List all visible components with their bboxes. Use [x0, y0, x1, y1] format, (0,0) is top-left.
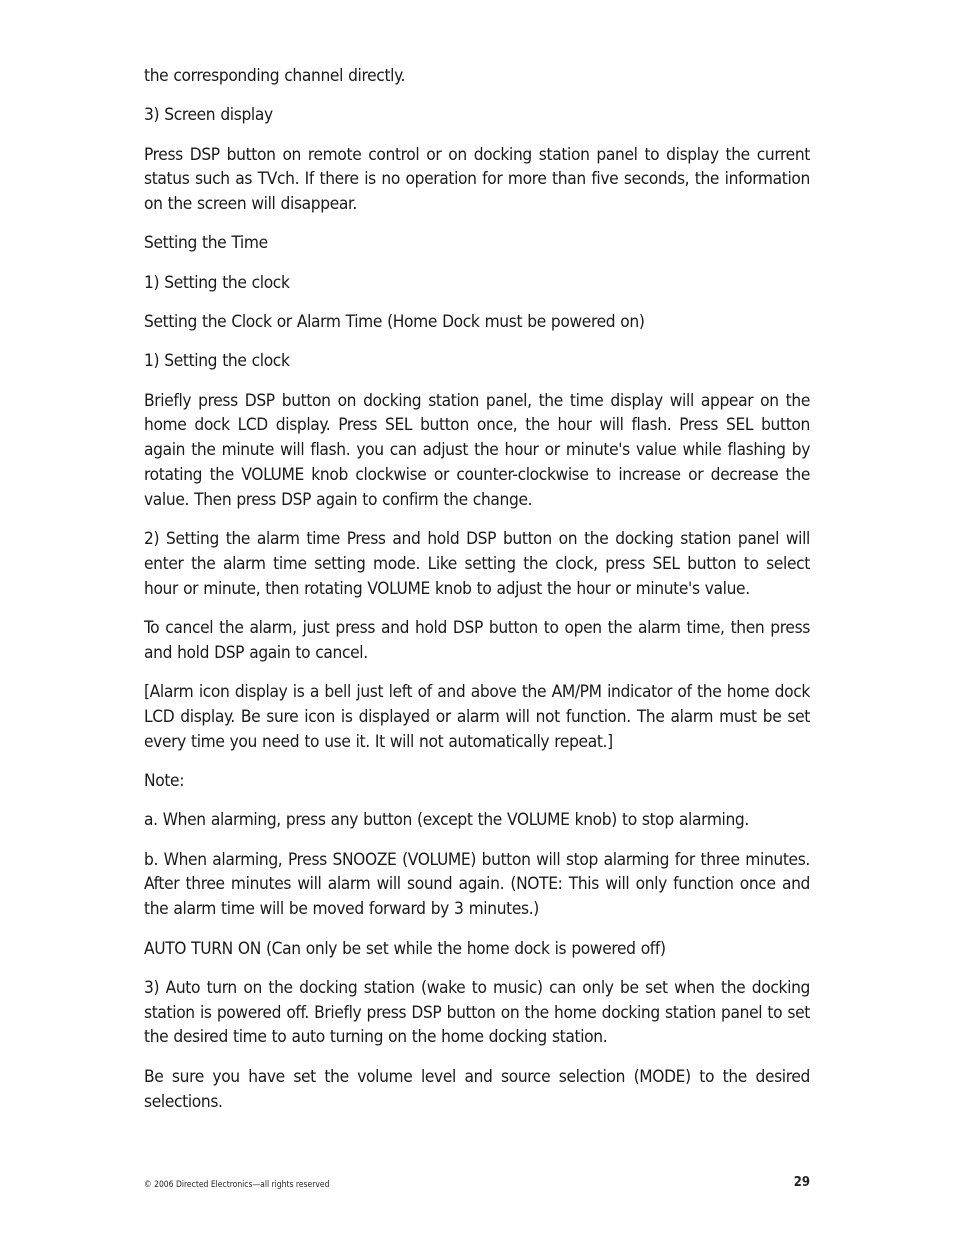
paragraph-alarm-icon-note: [Alarm icon display is a bell just left of and above the AM/PM indicator of the home dock LCD display. Be sure icon is displayed or alarm will not function. The alarm must be set every time you need to use it. It will not automatically repeat.]: [144, 682, 810, 752]
heading-setting-the-clock-2: 1) Setting the clock: [144, 351, 290, 372]
heading-auto-turn-on: AUTO TURN ON (Can only be set while the home dock is powered off): [144, 938, 666, 959]
heading-screen-display: 3) Screen display: [144, 105, 273, 126]
paragraph-dsp-display: Press DSP button on remote control or on docking station panel to display the current status such as TVch. If there is no operation for more than five seconds, the information on the screen will disappear.: [144, 144, 810, 215]
footer-copyright: © 2006 Directed Electronics—all rights reserved: [144, 1180, 330, 1190]
document-body: [144, 64, 810, 1129]
heading-note: Note:: [144, 771, 185, 792]
heading-setting-the-time: Setting the Time: [144, 233, 268, 254]
heading-clock-or-alarm: Setting the Clock or Alarm Time (Home Dock must be powered on): [144, 312, 645, 333]
paragraph-clock-instructions: Briefly press DSP button on docking station panel, the time display will appear on the home dock LCD display. Press SEL button once, the hour will flash. Press SEL button again the minute will flash. you can adjust the hour or minute's value while flashing by rotating the VOLUME knob clockwise or counter-clockwise to increase or decrease the value. Then press DSP again to confirm the change.: [144, 390, 810, 510]
paragraph-cancel-alarm: To cancel the alarm, just press and hold DSP button to open the alarm time, then press and hold DSP again to cancel.: [144, 618, 810, 663]
heading-setting-the-clock: 1) Setting the clock: [144, 272, 290, 293]
paragraph-auto-turn-on: 3) Auto turn on the docking station (wake to music) can only be set when the docking station is powered off. Briefly press DSP button on the home docking station panel to set the desired time to auto turning on the home docking station.: [144, 977, 810, 1048]
paragraph-note-a: a. When alarming, press any button (except the VOLUME knob) to stop alarming.: [144, 810, 749, 831]
paragraph-alarm-time: 2) Setting the alarm time Press and hold DSP button on the docking station panel will enter the alarm time setting mode. Like setting the clock, press SEL button to select hour or minute, then rotating VOLUME knob to adjust the hour or minute's value.: [144, 529, 810, 599]
paragraph-channel-direct: the corresponding channel directly.: [144, 66, 405, 86]
page-number: 29: [793, 1175, 810, 1190]
paragraph-note-b: b. When alarming, Press SNOOZE (VOLUME) button will stop alarming for three minutes. After three minutes will alarm will sound again. (NOTE: This will only function once and the alarm time will be moved forward by 3 minutes.): [144, 849, 810, 920]
paragraph-volume-source: Be sure you have set the volume level and source selection (MODE) to the desired selections.: [144, 1066, 810, 1112]
